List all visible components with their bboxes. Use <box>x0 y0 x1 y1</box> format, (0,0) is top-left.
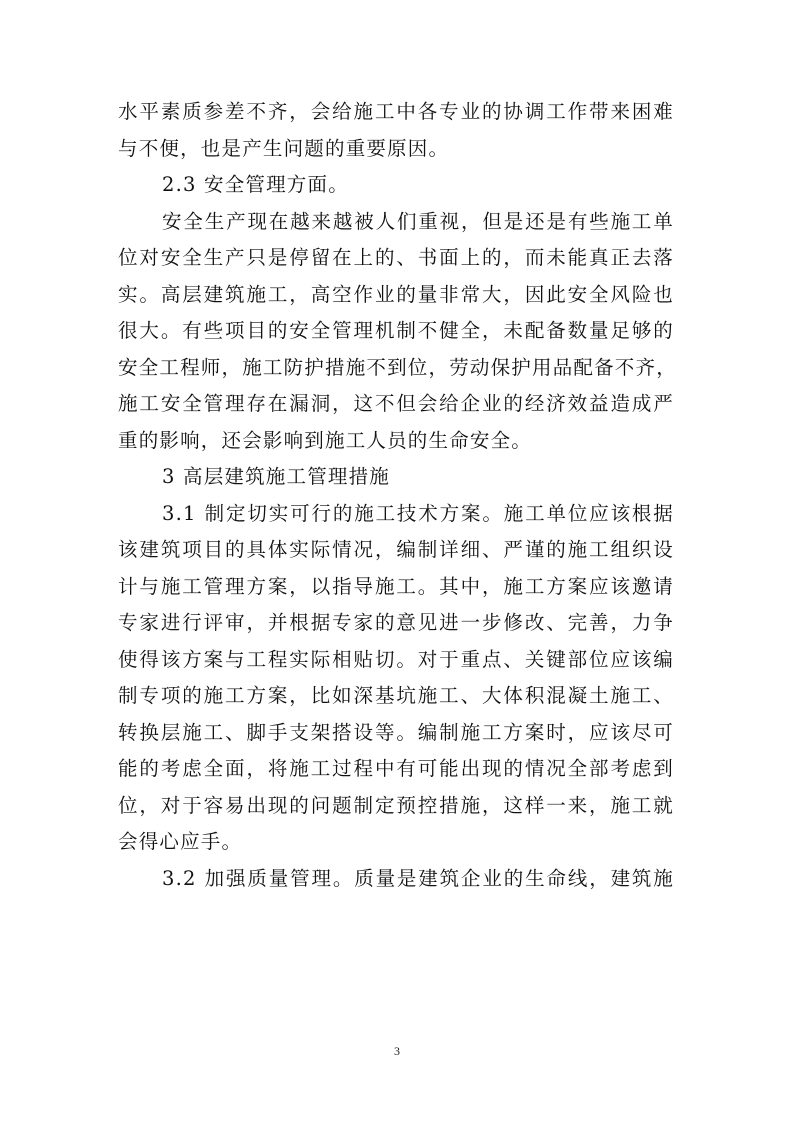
text-line: 能的考虑全面，将施工过程中有可能出现的情况全部考虑到 <box>118 757 674 780</box>
text-line: 很大。有些项目的安全管理机制不健全，未配备数量足够的 <box>118 319 674 342</box>
section-heading: 2.3 安全管理方面。 <box>162 173 349 196</box>
text-line: 位，对于容易出现的问题制定预控措施，这样一来，施工就 <box>118 793 674 817</box>
text-line: 位对安全生产只是停留在上的、书面上的，而未能真正去落 <box>118 246 674 269</box>
section-heading: 3.1 制定切实可行的施工技术方案。施工单位应该根据 <box>162 501 674 525</box>
text-line: 转换层施工、脚手支架搭设等。编制施工方案时，应该尽可 <box>118 720 674 744</box>
text-line: 专家进行评审，并根据专家的意见进一步修改、完善，力争 <box>118 611 674 634</box>
text-line: 施工安全管理存在漏洞，这不但会给企业的经济效益造成严 <box>118 392 674 415</box>
text-line: 计与施工管理方案，以指导施工。其中，施工方案应该邀请 <box>118 574 674 598</box>
text-line: 实。高层建筑施工，高空作业的量非常大，因此安全风险也 <box>118 282 674 306</box>
text-line: 安全生产现在越来越被人们重视，但是还是有些施工单 <box>162 209 674 233</box>
text-line: 重的影响，还会影响到施工人员的生命安全。 <box>118 428 533 452</box>
text-line: 安全工程师，施工防护措施不到位，劳动保护用品配备不齐， <box>118 355 677 379</box>
text-line: 与不便，也是产生问题的重要原因。 <box>118 136 450 160</box>
page-number: 3 <box>394 1044 400 1058</box>
section-heading: 3.2 加强质量管理。质量是建筑企业的生命线，建筑施 <box>162 866 674 890</box>
text-line: 该建筑项目的具体实际情况，编制详细、严谨的施工组织设 <box>118 538 674 561</box>
text-line: 水平素质参差不齐，会给施工中各专业的协调工作带来困难 <box>118 100 674 123</box>
text-line: 会得心应手。 <box>118 830 243 853</box>
section-heading: 3 高层建筑施工管理措施 <box>162 465 391 488</box>
text-line: 使得该方案与工程实际相贴切。对于重点、关键部位应该编 <box>118 647 674 671</box>
text-line: 制专项的施工方案，比如深基坑施工、大体积混凝土施工、 <box>118 684 674 707</box>
body-text <box>118 94 677 897</box>
